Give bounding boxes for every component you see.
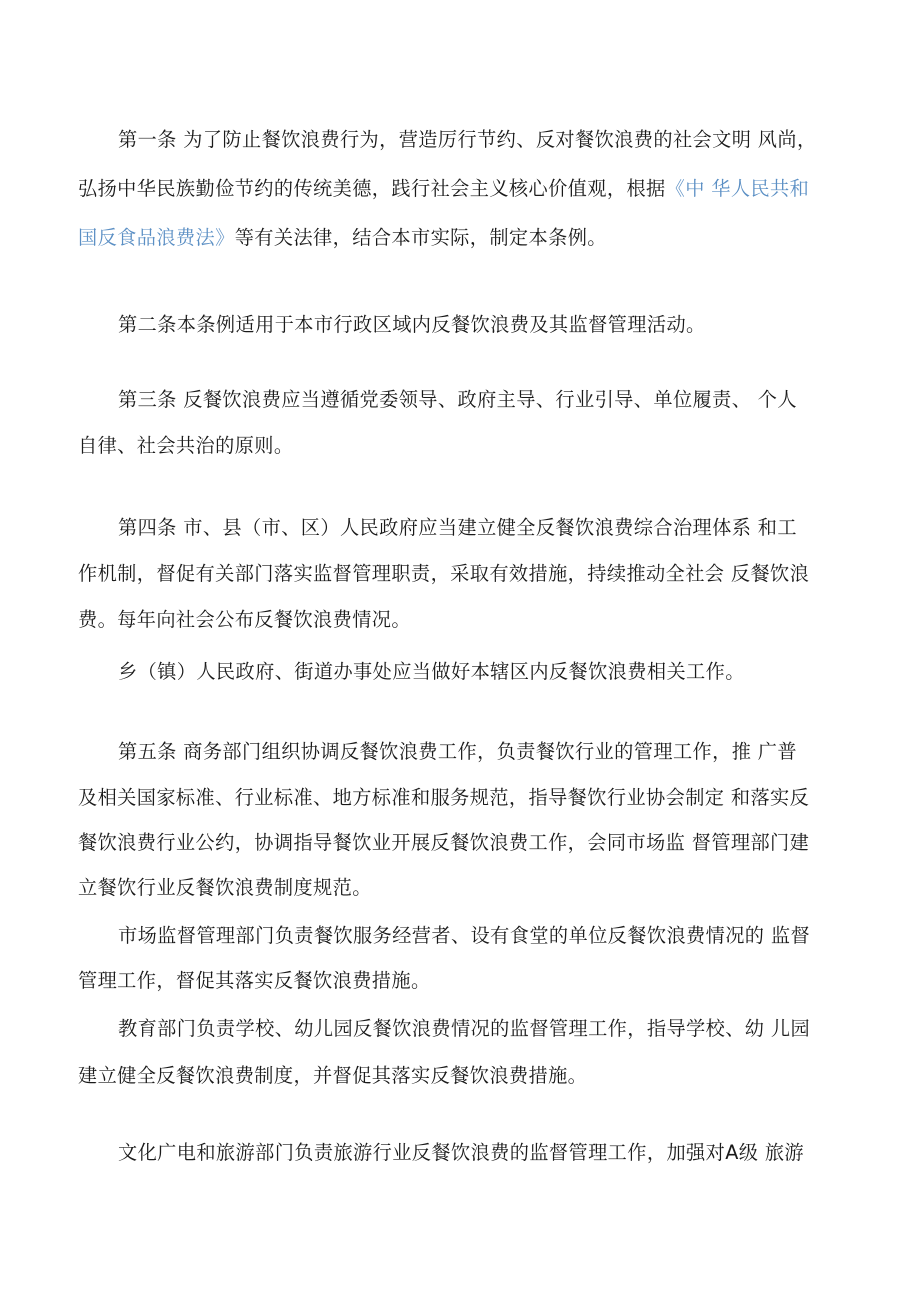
- article-5-paragraph-4-line-1: 文化广电和旅游部门负责旅游行业反餐饮浪费的监督管理工作，加强对A级 旅游: [118, 1141, 804, 1164]
- article-4-line-1: 第四条 市、县（市、区）人民政府应当建立健全反餐饮浪费综合治理体系 和工: [118, 516, 797, 539]
- law-reference-link[interactable]: 《中 华人民共和: [665, 177, 810, 200]
- article-5-line-3: 餐饮浪费行业公约，协调指导餐饮业开展反餐饮浪费工作，会同市场监 督管理部门建: [78, 831, 810, 854]
- article-5-paragraph-3-line-2: 建立健全反餐饮浪费制度，并督促其落实反餐饮浪费措施。: [78, 1064, 588, 1087]
- article-4-paragraph-2: 乡（镇）人民政府、街道办事处应当做好本辖区内反餐饮浪费相关工作。: [118, 660, 745, 683]
- article-5-line-4: 立餐饮行业反餐饮浪费制度规范。: [78, 876, 372, 899]
- article-1-line-3: [78, 226, 607, 250]
- article-3-line-2: 自律、社会共治的原则。: [78, 434, 294, 457]
- article-4-line-2: 作机制，督促有关部门落实监督管理职责，采取有效措施，持续推动全社会 反餐饮浪: [78, 562, 810, 585]
- article-4-line-3: 费。每年向社会公布反餐饮浪费情况。: [78, 608, 411, 631]
- article-5-paragraph-3-line-1: 教育部门负责学校、幼儿园反餐饮浪费情况的监督管理工作，指导学校、幼 儿园: [118, 1017, 811, 1040]
- article-1-line-3-text: 等有关法律，结合本市实际，制定本条例。: [234, 226, 607, 249]
- article-1-line-2-text: 弘扬中华民族勤俭节约的传统美德，践行社会主义核心价值观，根据: [78, 177, 666, 200]
- article-5-paragraph-2-line-2: 管理工作，督促其落实反餐饮浪费措施。: [78, 969, 431, 992]
- article-5-paragraph-2-line-1: 市场监督管理部门负责餐饮服务经营者、设有食堂的单位反餐饮浪费情况的 监督: [118, 924, 811, 947]
- article-5-line-2: 及相关国家标准、行业标准、地方标准和服务规范，指导餐饮行业协会制定 和落实反: [78, 786, 810, 809]
- article-2-line-1: 第二条本条例适用于本市行政区域内反餐饮浪费及其监督管理活动。: [118, 313, 706, 336]
- law-reference-link-continued[interactable]: 国反食品浪费法》: [78, 226, 235, 249]
- article-1-line-2: [78, 177, 809, 201]
- article-5-line-1: 第五条 商务部门组织协调反餐饮浪费工作，负责餐饮行业的管理工作，推 广普: [118, 740, 797, 763]
- article-3-line-1: 第三条 反餐饮浪费应当遵循党委领导、政府主导、行业引导、单位履责、 个人: [118, 388, 797, 411]
- article-1-line-1: 第一条 为了防止餐饮浪费行为，营造厉行节约、反对餐饮浪费的社会文明 风尚，: [118, 128, 817, 151]
